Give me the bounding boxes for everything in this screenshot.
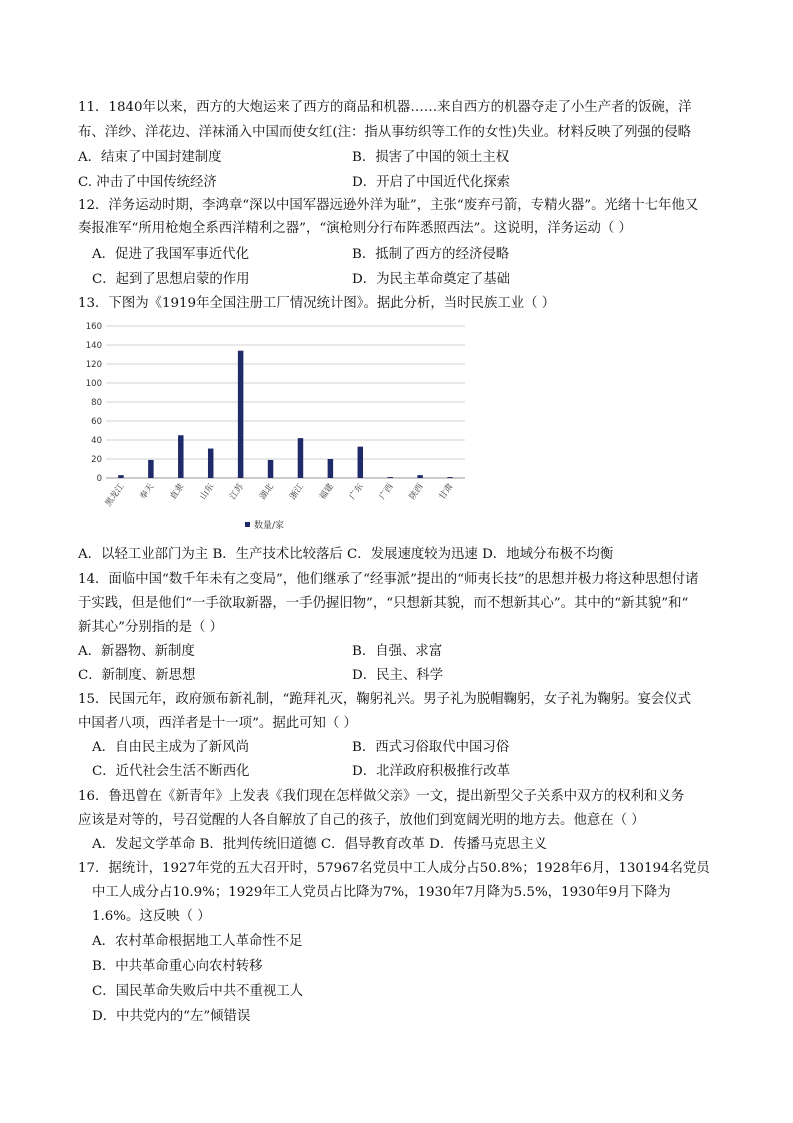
q12-stem-line1: 12．洋务运动时期，李鸿章“深以中国军器远逊外洋为耻”，主张“废弃弓箭，专精火器”。光绪十七年他又 (78, 198, 699, 213)
q15-option-d: D．北洋政府积极推行改革 (352, 764, 511, 779)
legend-swatch (245, 522, 250, 527)
bar-0 (118, 475, 124, 478)
q13-stem: 13．下图为《1919年全国注册工厂情况统计图》。据此分析，当时民族工业（ ） (78, 296, 556, 311)
q17-option-a: A．农村革命根据地工人革命性不足 (92, 934, 303, 949)
bar-2 (178, 435, 184, 478)
x-tick-label: 广西 (377, 481, 396, 502)
chart-legend (245, 519, 284, 531)
q14-option-d: D．民主、科学 (352, 668, 444, 683)
y-tick-label: 0 (96, 474, 102, 484)
q11-option-d: D．开启了中国近代化探索 (352, 175, 511, 190)
q11-stem-line2: 布、洋纱、洋花边、洋袜涌入中国而使女红(注：指从事纺织等工作的女性)失业。材料反映了列强的侵略 (78, 125, 692, 140)
q17-stem-line3: 1.6%。这反映（ ） (92, 909, 211, 924)
q15-option-c: C．近代社会生活不断西化 (92, 764, 250, 779)
y-tick-label: 120 (85, 360, 102, 370)
q17-option-b: B．中共革命重心向农村转移 (92, 959, 263, 974)
q12-option-a: A．促进了我国军事近代化 (92, 247, 249, 262)
q14-option-c: C．新制度、新思想 (78, 668, 196, 683)
x-tick-label: 奉天 (138, 481, 157, 502)
q12-option-d: D．为民主革命奠定了基础 (352, 272, 511, 287)
x-tick-label: 山东 (198, 481, 217, 502)
bar-11 (447, 477, 453, 478)
y-tick-label: 140 (85, 341, 102, 351)
bar-7 (328, 459, 334, 478)
q11-option-b: B．损害了中国的领土主权 (352, 150, 510, 165)
chart-gridlines (106, 326, 465, 478)
y-tick-label: 80 (91, 398, 102, 408)
bar-9 (387, 477, 393, 478)
y-tick-label: 60 (91, 417, 102, 427)
x-tick-label: 福建 (317, 481, 336, 502)
q15-option-a: A．自由民主成为了新风尚 (92, 740, 249, 755)
factory-bar-chart (80, 318, 480, 538)
q11-stem-line1: 11．1840年以来，西方的大炮运来了西方的商品和机器……来自西方的机器夺走了小生产者的饭碗，洋 (78, 100, 692, 115)
q17-stem-line2: 中工人成分占10.9%；1929年工人党员占比降为7%，1930年7月降为5.5%，1930年9月下降为 (92, 885, 671, 900)
x-tick-label: 陕西 (407, 481, 426, 502)
q16-options: A．发起文学革命 B．批判传统旧道德 C．倡导教育改革 D．传播马克思主义 (92, 837, 547, 852)
bar-8 (358, 447, 364, 478)
q17-stem-line1: 17．据统计，1927年党的五大召开时，57967名党员中工人成分占50.8%；1928年6月，130194名党员 (78, 861, 710, 876)
q11-option-c: C. 冲击了中国传统经济 (78, 175, 217, 190)
x-tick-label: 湖北 (258, 481, 276, 502)
q14-stem-line2: 于实践，但是他们“一手欲取新器，一手仍握旧物”，“只想新其貌，而不想新其心”。其中的“新其貌”和“ (78, 596, 689, 611)
x-tick-label: 直隶 (168, 481, 187, 502)
x-tick-label: 黑龙江 (103, 481, 127, 509)
q12-stem-line2: 奏报准军“所用枪炮全系西洋精利之器”，“演枪则分行布阵悉照西法”。这说明，洋务运动（ ） (78, 221, 632, 236)
q17-option-d: D．中共党内的“左”倾错误 (92, 1009, 251, 1024)
q17-option-c: C．国民革命失败后中共不重视工人 (92, 984, 304, 999)
chart-y-tick-labels (86, 322, 102, 484)
q16-stem-line2: 应该是对等的，号召觉醒的人各自解放了自己的孩子，放他们到宽阔光明的地方去。他意在（ ） (78, 813, 645, 828)
q16-stem-line1: 16．鲁迅曾在《新青年》上发表《我们现在怎样做父亲》一文，提出新型父子关系中双方的权利和义务 (78, 789, 685, 804)
q15-stem-line2: 中国者八项，西洋者是十一项”。据此可知（ ） (78, 716, 357, 731)
q14-option-a: A．新器物、新制度 (78, 644, 195, 659)
y-tick-label: 100 (85, 379, 102, 389)
q15-option-b: B．西式习俗取代中国习俗 (352, 740, 510, 755)
q14-stem-line3: 新其心”分别指的是（ ） (78, 620, 224, 635)
x-tick-label: 广东 (347, 481, 366, 502)
x-tick-label: 江苏 (228, 481, 247, 502)
q12-option-b: B．抵制了西方的经济侵略 (352, 247, 510, 262)
bar-1 (148, 460, 154, 478)
x-tick-label: 浙江 (287, 481, 306, 502)
bar-10 (417, 475, 423, 478)
bar-5 (268, 460, 274, 478)
legend-label: 数量/家 (254, 521, 285, 531)
y-tick-label: 40 (91, 436, 102, 446)
q14-stem-line1: 14．面临中国“数千年未有之变局”，他们继承了“经事派”提出的“师夷长技”的思想并极力将这种思想付诸 (78, 572, 699, 587)
x-tick-label: 甘肃 (437, 481, 456, 502)
q13-options: A．以轻工业部门为主 B．生产技术比较落后 C．发展速度较为迅速 D．地域分布极不均衡 (78, 547, 614, 562)
chart-x-tick-labels (103, 481, 456, 509)
bar-4 (238, 351, 244, 478)
q11-option-a: A．结束了中国封建制度 (78, 150, 222, 165)
bar-6 (298, 438, 304, 478)
q15-stem-line1: 15．民国元年，政府颁布新礼制，“跪拜礼灭，鞠躬礼兴。男子礼为脱帽鞠躬，女子礼为鞠躬。宴会仪式 (78, 692, 692, 707)
q14-option-b: B．自强、求富 (352, 644, 443, 659)
y-tick-label: 20 (91, 455, 102, 465)
bar-3 (208, 449, 214, 478)
y-tick-label: 160 (85, 322, 102, 332)
q12-option-c: C．起到了思想启蒙的作用 (92, 272, 250, 287)
